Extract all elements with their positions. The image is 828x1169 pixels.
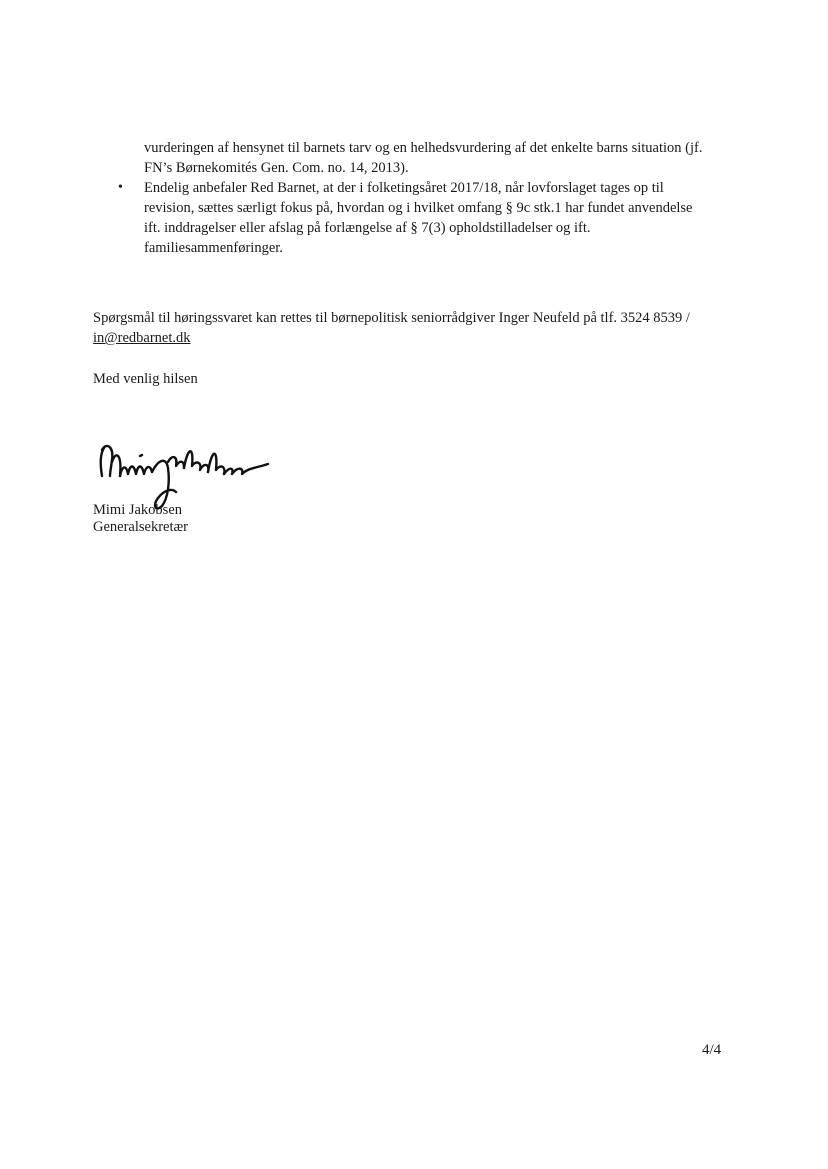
bullet-list [93, 138, 753, 258]
signer-name: Mimi Jakobsen [93, 502, 183, 518]
bullet-item-line: revision, sættes særligt fokus på, hvordan og i hvilket omfang § 9c stk.1 har fundet anvendelse [144, 200, 693, 216]
page-number: 4/4 [702, 1042, 722, 1058]
email-link[interactable]: in@redbarnet.dk [93, 330, 191, 346]
bullet-item-line: Endelig anbefaler Red Barnet, at der i folketingsåret 2017/18, når lovforslaget tages op til [144, 180, 664, 196]
bullet-continuation-line: vurderingen af hensynet til barnets tarv og en helhedsvurdering af det enkelte barns situation (jf. [144, 140, 703, 156]
signer-block [93, 502, 188, 536]
bullet-item [93, 178, 753, 258]
bullet-marker: • [118, 180, 123, 195]
bullet-item-line: familiesammenføringer. [144, 240, 283, 256]
bullet-continuation-line: FN’s Børnekomités Gen. Com. no. 14, 2013). [144, 160, 409, 176]
bullet-item-line: ift. inddragelser eller afslag på forlængelse af § 7(3) opholdstilladelser og ift. [144, 220, 591, 236]
signer-title: Generalsekretær [93, 519, 189, 535]
contact-text: Spørgsmål til høringssvaret kan rettes til børnepolitisk seniorrådgiver Inger Neufeld på tlf. 3524 8539 / [93, 310, 690, 326]
contact-paragraph [93, 308, 753, 348]
closing-salutation: Med venlig hilsen [93, 371, 198, 387]
